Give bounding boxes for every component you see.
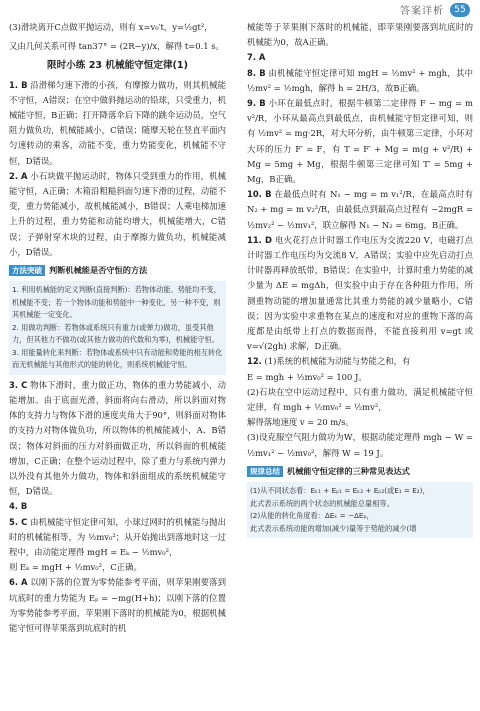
rule-tag: 规律总结 (247, 466, 283, 477)
answer-label: 8. B (247, 67, 266, 78)
answer-label: 12. (247, 356, 262, 367)
header-title: 答案详析 (400, 6, 444, 17)
answer-label: 7. A (247, 52, 266, 63)
answer-label: 9. B (247, 98, 266, 109)
answer-12-line: 解得落地速度 v = 20 m/s。 (247, 417, 354, 428)
rule-line: 此式表示系统的两个状态的机械能总量相等。 (250, 498, 394, 508)
answer-label: 3. C (9, 379, 28, 390)
rule-line: (1)从不同状态看：Eₖ₁ + Eₚ₁ = Eₖ₂ + Eₚ₂(或E₁ = E₂)， (250, 486, 430, 496)
answer-12-line: E = mgh + ½mv₀² = 100 J。 (247, 371, 367, 382)
answer-text: 由机械能守恒定律可知，小球过网时的机械能与抛出时的机械能相等，为 ½mv₀²；从开始抛出到落地时这一过程中，由动能定理得 mgH = Eₖ − ½mv₀²， (9, 516, 227, 557)
answer-text: 小石块做平抛运动时，物体只受到重力的作用，机械能守恒，A正确；木箱沿粗糙斜面匀速下滑的过程，动能不变，重力势能减小，故机械能减小，B错误；人乘电梯加速上升的过程，重力势能和动能均增大，机械能增大，C错误；子弹射穿木块的过程，由于摩擦力做负功，机械能减小，D错误。 (9, 170, 227, 257)
answer-label: 2. A (9, 170, 28, 181)
answer-11 (247, 233, 473, 355)
rule-line: 此式表示系统动能的增加(减少)量等于势能的减少(增 (250, 523, 417, 533)
method-tag: 方法突破 (9, 265, 45, 276)
rule-title: 机械能守恒定律的三种常见表达式 (287, 465, 410, 476)
answer-label: 6. A (9, 577, 28, 588)
answer-text: 沿滑梯匀速下滑的小孩，有摩擦力做功，则其机械能不守恒，A错误；在空中做斜抛运动的铅球，只受重力，机械能守恒，B正确；打开降落伞后下降的跳伞运动员，空气阻力做负功，机械能减小，C错误；随摩天轮在竖直平面内匀速转动的乘客，动能不变，重力势能变化，机械能不守恒，D错误。 (9, 79, 226, 166)
answer-text: 在最低点时有 N₁ − mg = m v₁²/R，在最高点时有 N₂ + mg = m v₂²/R，由最低点到最高点过程有 −2mgR = ½mv₂² − ½mv₁²，联立解得 N₁ − N₂ = 6mg，B正确。 (247, 189, 474, 230)
method-line: 2. 用做功判断：若物体或系统只有重力(或弹力)做功，虽受其他力，但其他力不做功(或其他力做功的代数和为零)，机械能守恒。 (12, 322, 219, 345)
answer-text: 由机械能守恒定律可知 mgH = ½mv² + mgh，其中 ½mv² = ½mgh，解得 h = 2H/3，故B正确。 (247, 67, 473, 93)
answer-text: 电火花打点计时器工作电压为交流220 V，电磁打点计时器工作电压均为交流8 V，A错误；实验中应先启动打点计时器再释放纸带，B错误；在实验中，计算时重力势能的减少量为 ΔE = mgΔh，但实验中由于存在各种阻力作用，所测重物动能的增加量通常比其重力势能的减少量略小，C错误；因为实验中求重物在某点的速度和对应的重物下落的高度都是由纸带上打点的数据而得，不能直接利用 v=gt 或 v=√(2gh) 求解，D正确。 (247, 234, 473, 352)
answer-text: (1)系统的机械能为动能与势能之和，有 (264, 356, 411, 367)
left-column (9, 20, 226, 636)
answer-6 (9, 575, 226, 636)
answer-label: 5. C (9, 516, 28, 527)
answer-2 (9, 169, 226, 260)
answer-label: 4. B (9, 501, 28, 512)
answer-12-line: (3)设克服空气阻力做功为W，根据动能定理得 mgh − W = ½mv₁² − ½mv₀²，解得 W = 19 J。 (247, 432, 473, 458)
answer-12 (247, 354, 473, 369)
answer-9 (247, 96, 473, 187)
method-line: 1. 利用机械能的定义判断(直接判断)：若物体动能、势能均不变，机械能不变；若一个物体动能和势能中一种变化，另一种不变，则其机械能一定变化。 (12, 285, 221, 320)
method-title: 判断机械能是否守恒的方法 (49, 265, 148, 276)
answer-8 (247, 66, 473, 96)
rule-box (247, 482, 473, 538)
answer-4 (9, 499, 226, 514)
answer-10 (247, 187, 473, 233)
method-line: 3. 用能量转化来判断：若物体或系统中只有动能和势能的相互转化而无机械能与其他形式的能的转化，则系统机械能守恒。 (12, 347, 223, 370)
answer-7 (247, 50, 473, 65)
answer-text: 物体下滑时，重力做正功，物体的重力势能减小，动能增加。由于底面光滑，斜面将向右滑动，所以斜面对物体的支持力与物体下滑的速度夹角大于90°，则斜面对物体的支持力对物体做负功，所以物体的机械能减小，A、B错误；物体对斜面的压力对斜面做正功，所以斜面的机械能增加，C正确；在整个运动过程中，除了重力与系统内弹力以外没有其他外力做功，物体和斜面组成的系统机械能守恒，D错误。 (9, 379, 227, 497)
method-box-header (9, 263, 226, 278)
right-column (247, 20, 473, 541)
answer-5 (9, 515, 226, 561)
answer-5-cont: 则 Eₖ = mgH + ½mv₀²，C正确。 (9, 562, 142, 573)
answer-text: 小环在最低点时，根据牛顿第二定律得 F − mg = m v²/R，小环从最高点到最低点，由机械能守恒定律可知，则有 ½mv² = mg·2R，对大环分析，由牛顿第三定律，小环对大环的压力 F′ = F，有 T = F′ + Mg = m(g + v²/R) + Mg = 5mg + Mg，根据牛顿第三定律可知 T′ = 5mg + Mg，B正确。 (247, 98, 473, 185)
section-title: 限时小练 23 机械能守恒定律(1) (46, 60, 188, 72)
intro-text-2: 又由几何关系可得 tan37° = (2R−y)/x，解得 t=0.1 s。 (9, 41, 224, 52)
answer-12-line: (2)石块在空中运动过程中，只有重力做功，满足机械能守恒定律，有 mgh + ½mv₀² = ½mv²， (247, 386, 473, 413)
answer-3 (9, 378, 226, 500)
page-number: 55 (450, 3, 470, 17)
answer-text: 以刚下落的位置为零势能参考平面，则苹果刚要落到坑底时的重力势能为 Eₚ = −mg(H+h)；以刚下落的位置为零势能参考平面，苹果刚下落时的机械能为0，根据机械能守恒可得苹果落到坑底时的机 (9, 577, 227, 633)
answer-6-cont: 械能等于苹果刚下落时的机械能，即苹果刚要落到坑底时的机械能为0，故A正确。 (247, 22, 473, 48)
answer-label: 1. B (9, 79, 28, 90)
intro-text: (3)滑块离开C点做平抛运动，则有 x=v₀′t，y=½gt²， (9, 22, 213, 32)
answer-label: 11. D (247, 234, 272, 245)
answer-1 (9, 78, 226, 169)
rule-box-header (247, 464, 473, 479)
rule-line: (2)从能的转化角度看：ΔEₖ = −ΔEₚ， (250, 511, 374, 521)
answer-label: 10. B (247, 189, 272, 200)
method-box (9, 281, 226, 375)
